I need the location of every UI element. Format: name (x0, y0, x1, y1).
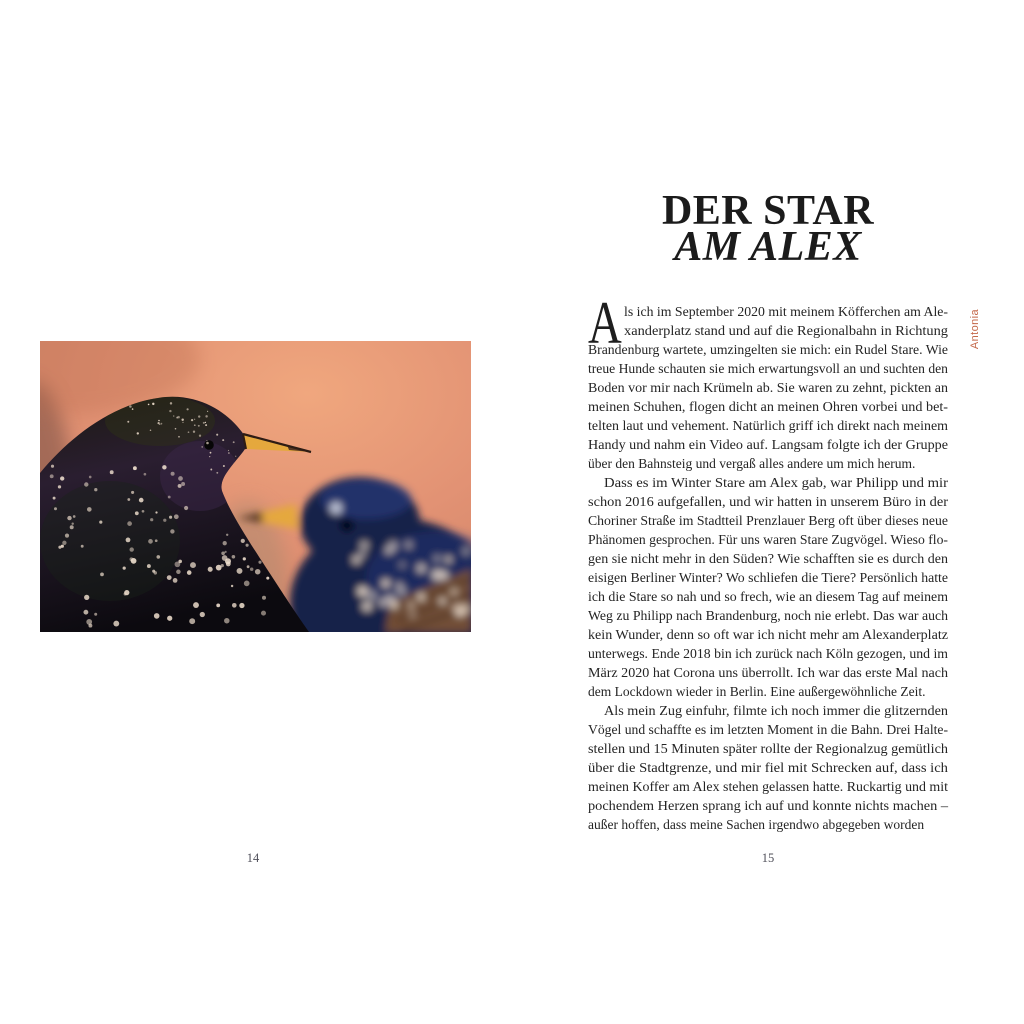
body-line (588, 739, 948, 758)
margin-tab-antonia: Antonia (969, 309, 981, 350)
body-line-text: telten laut und vehement. Natürlich griff ich direkt nach meinem (588, 418, 948, 433)
page-number-left: 14 (246, 851, 260, 865)
body-line (588, 663, 948, 682)
body-line (588, 511, 948, 530)
body-line (588, 378, 948, 397)
body-line (624, 302, 948, 321)
body-line-text: Boden vor mir nach Krümeln ab. Sie waren zu zehnt, pickten an (588, 380, 948, 395)
body-line-text: gen sie nicht mehr in den Süden? Wie schafften sie es durch den (588, 551, 948, 566)
body-line-text: meinen Schuhen, flogen dicht an meinen Ohren vorbei und bet- (588, 399, 948, 414)
body-line (588, 359, 948, 378)
body-line (588, 796, 948, 815)
body-line-text: meinen Koffer am Alex stehen gelassen hatte. Ruckartig und mit (588, 779, 948, 794)
body-line (588, 815, 948, 834)
drop-cap: A (588, 290, 622, 356)
body-line-text: Handy und nahm ein Video auf. Langsam folgte ich der Gruppe (588, 437, 948, 452)
body-line (588, 625, 948, 644)
body-line (588, 568, 948, 587)
chapter-title-line2: AM ALEX (674, 224, 862, 270)
body-line (588, 587, 948, 606)
body-line (588, 549, 948, 568)
body-line-text: Als mein Zug einfuhr, filmte ich noch immer die glitzernden (604, 703, 948, 718)
chapter-title-line1: DER STAR (661, 188, 875, 234)
body-line-text: Brandenburg wartete, umzingelten sie mich: ein Rudel Stare. Wie (588, 342, 948, 357)
body-line-text: dem Lockdown wieder in Berlin. Eine außergewöhnliche Zeit. (588, 684, 926, 699)
body-line-text: Weg zu Philipp nach Brandenburg, noch nie erlebt. Das war auch (588, 608, 948, 623)
body-line (588, 416, 948, 435)
body-line-text: pochendem Herzen sprang ich auf und konnte nichts machen – (588, 798, 948, 813)
body-line (588, 397, 948, 416)
starlings-photo (40, 341, 471, 632)
body-line-text: xanderplatz stand und auf die Regionalbahn in Richtung (624, 323, 948, 338)
body-line-text: unterwegs. Ende 2018 bin ich zurück nach Köln gezogen, und im (588, 646, 948, 661)
body-line-text: treue Hunde schauten sie mich erwartungsvoll an und suchten den (588, 361, 948, 376)
body-line-text: stellen und 15 Minuten später rollte der Regionalzug gemütlich (588, 741, 948, 756)
body-line (624, 321, 948, 340)
body-line-text: kein Wunder, denn so oft war ich nicht mehr am Alexanderplatz (588, 627, 948, 642)
body-line (588, 435, 948, 454)
body-line-text: ich die Stare so nah und so frech, wie an diesem Tag auf meinem (588, 589, 948, 604)
body-line (588, 454, 948, 473)
body-line-text: Vögel und schaffte es im letzten Moment in die Bahn. Drei Halte- (588, 722, 948, 737)
body-line (588, 606, 948, 625)
body-line-text: März 2020 hat Corona uns überrollt. Ich war das erste Mal nach (588, 665, 948, 680)
page-number-right: 15 (761, 851, 775, 865)
body-line (588, 492, 948, 511)
body-line-text: Dass es im Winter Stare am Alex gab, war Philipp und mir (604, 475, 948, 490)
body-line (588, 720, 948, 739)
body-line-text: Phänomen gesprochen. Für uns waren Stare Zugvögel. Wieso flo- (588, 532, 948, 547)
body-line-text: eisigen Berliner Winter? Wo schliefen die Tiere? Persönlich hatte (588, 570, 948, 585)
body-line (588, 682, 948, 701)
body-line (604, 701, 948, 720)
body-line-text: ls ich im September 2020 mit meinem Köfferchen am Ale- (624, 304, 948, 319)
body-line (588, 777, 948, 796)
body-line-text: außer hoffen, dass meine Sachen irgendwo abgegeben worden (588, 817, 925, 832)
body-line (588, 530, 948, 549)
starlings-photo-svg (40, 341, 471, 632)
body-line-text: schon 2016 aufgefallen, und wir hatten in unserem Büro in der (588, 494, 948, 509)
body-line-text: Choriner Straße im Stadtteil Prenzlauer Berg oft über dieses neue (588, 513, 948, 528)
body-line (588, 644, 948, 663)
chapter-title (588, 188, 948, 270)
body-line (588, 758, 948, 777)
body-line-text: über den Bahnsteig und vergaß alles andere um mich herum. (588, 456, 916, 471)
body-line (604, 473, 948, 492)
body-line (588, 340, 948, 359)
body-line-text: über die Stadtgrenze, und mir fiel mit Schrecken auf, dass ich (588, 760, 948, 775)
